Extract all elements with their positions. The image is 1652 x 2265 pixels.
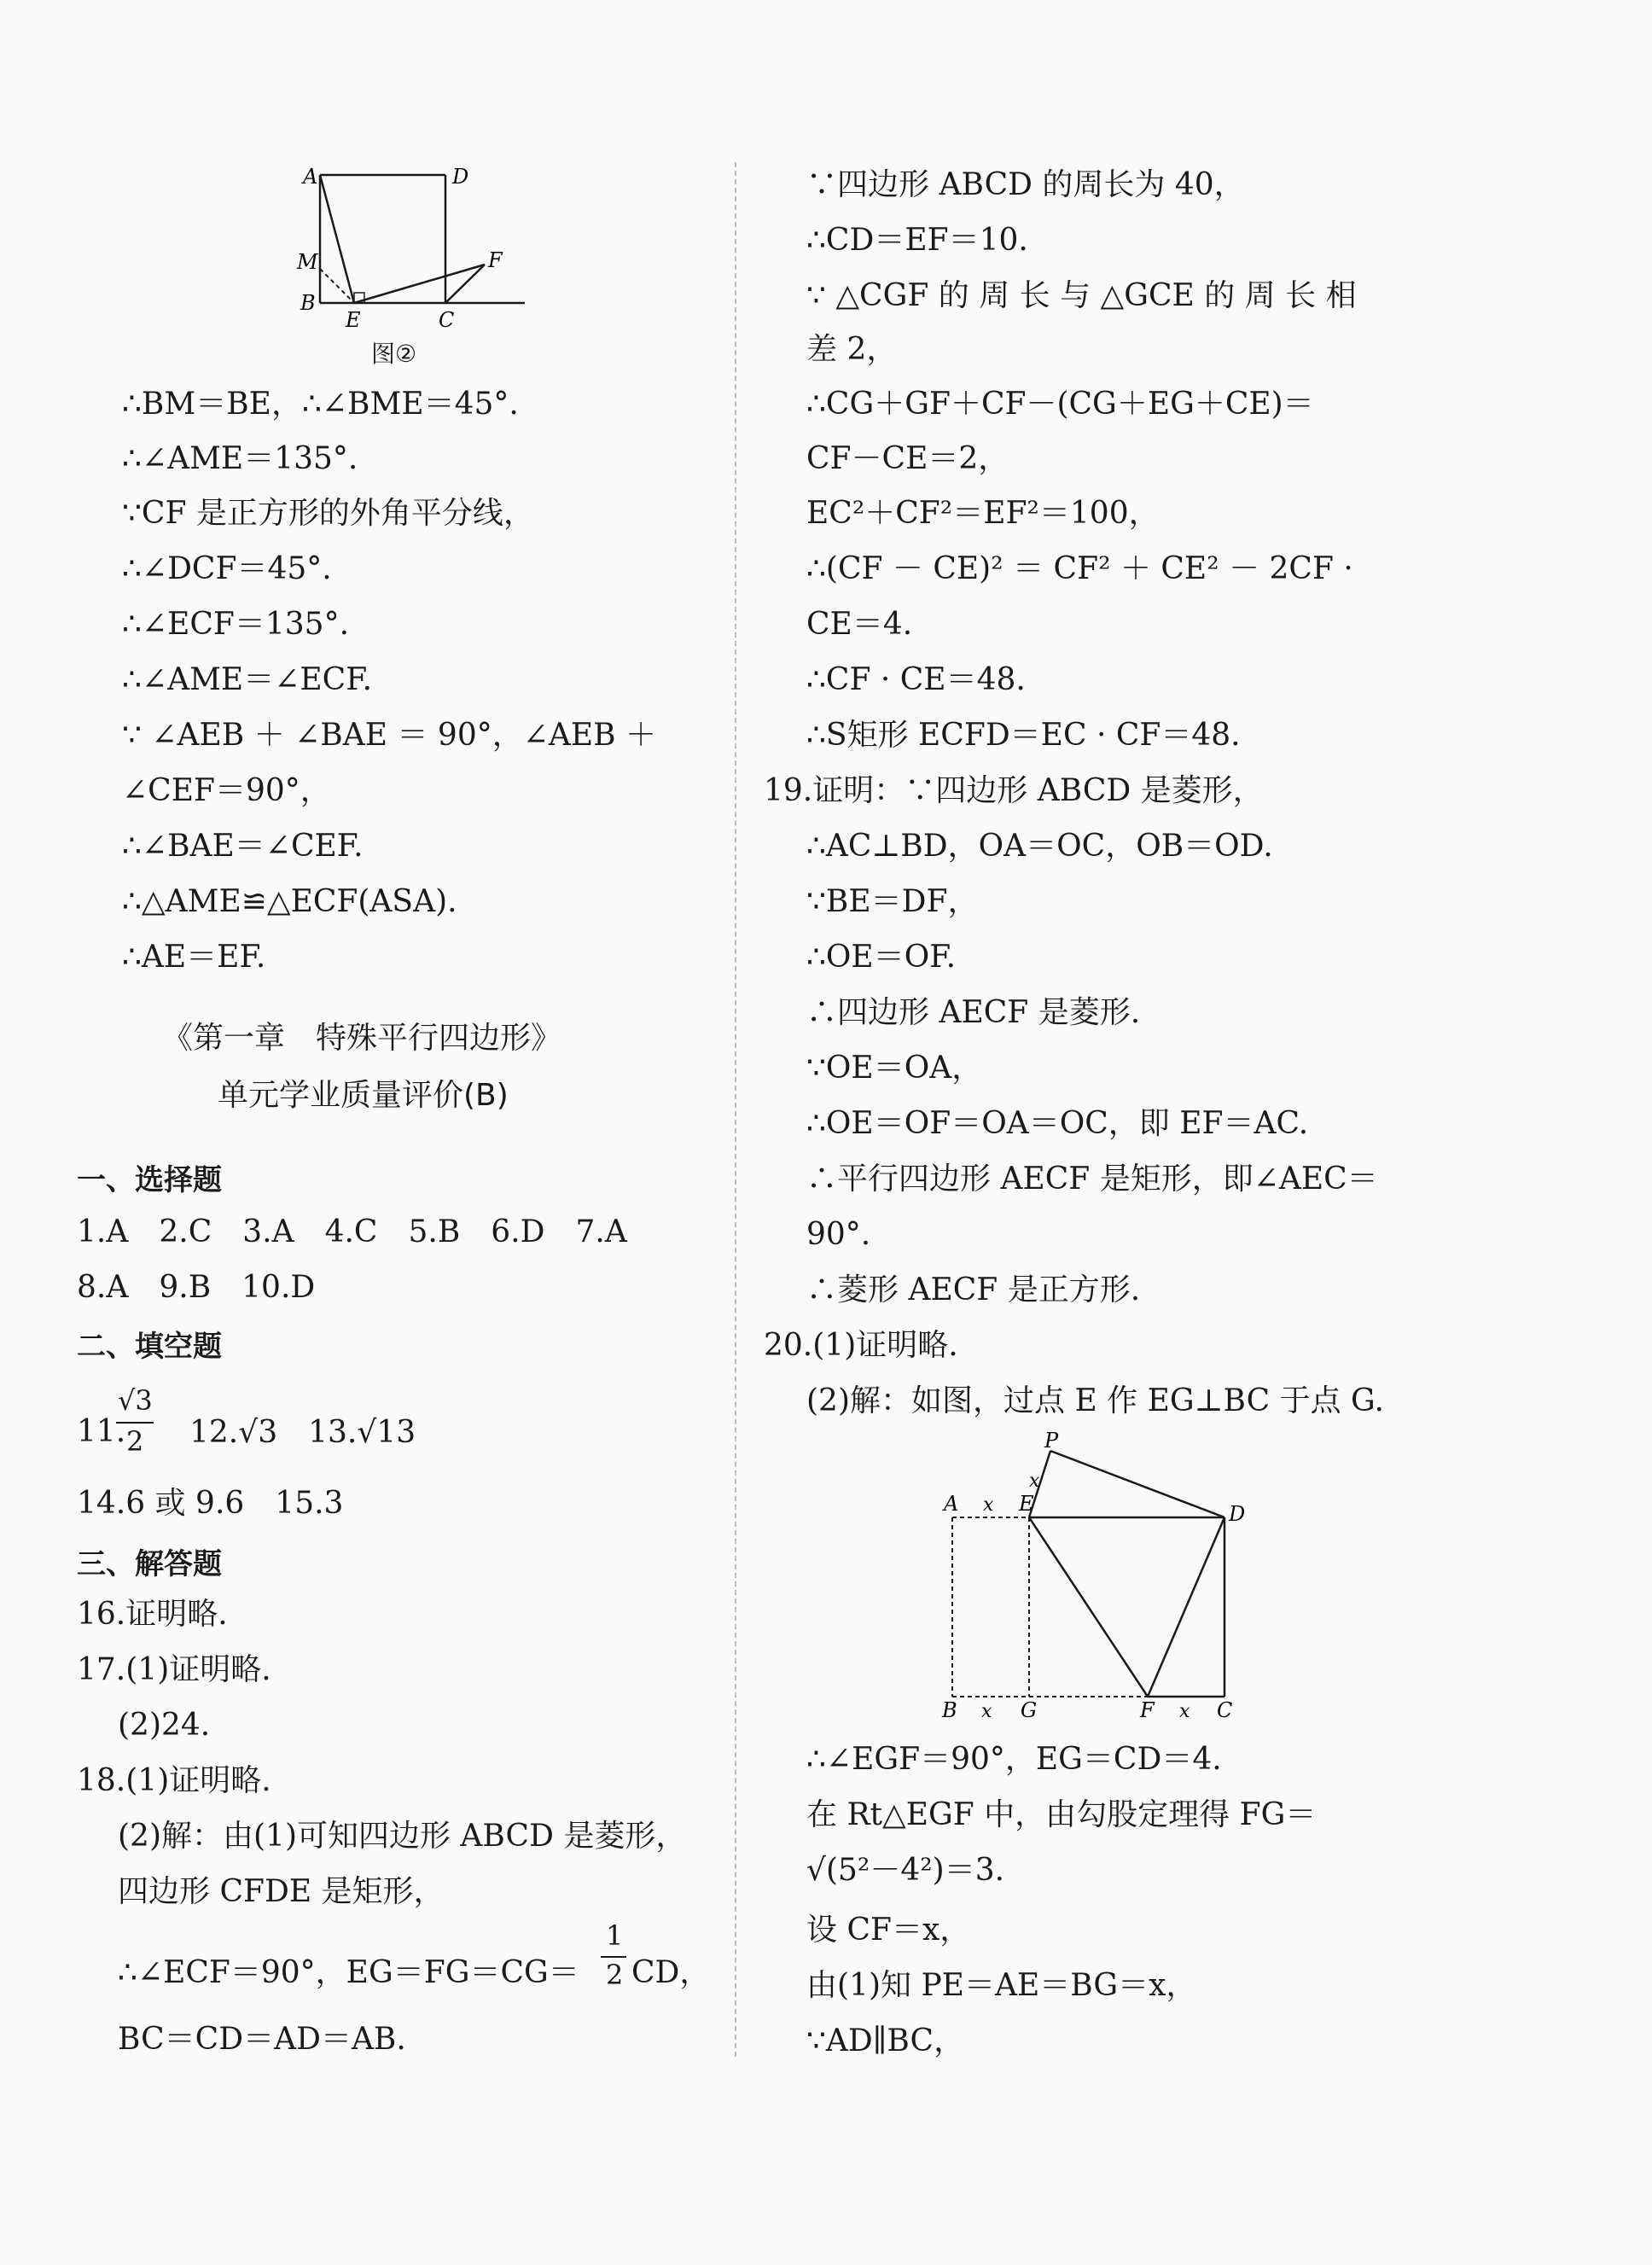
- right-line-19: ∴平行四边形 AECF 是矩形，即∠AEC＝: [806, 1162, 1378, 1197]
- right-line-23: (2)解：如图，过点 E 作 EG⊥BC 于点 G.: [806, 1383, 1384, 1418]
- section-fill: 二、填空题: [77, 1330, 222, 1364]
- choice-answers-1: 1.A 2.C 3.A 4.C 5.B 6.D 7.A: [77, 1214, 627, 1249]
- right-line-18: ∴OE＝OF＝OA＝OC，即 EF＝AC.: [806, 1106, 1309, 1141]
- label-B: B: [300, 291, 316, 315]
- right-after-5: 由(1)知 PE＝AE＝BG＝x，: [806, 1968, 1197, 2003]
- right-line-11: ∴S矩形 ECFD＝EC · CF＝48.: [806, 718, 1241, 753]
- right-after-6: ∵AD∥BC，: [806, 2023, 965, 2058]
- right-line-22: 20.(1)证明略.: [764, 1328, 958, 1363]
- figure-3: [930, 1425, 1263, 1732]
- left-line-5: ∴∠ECF＝135°.: [122, 607, 350, 642]
- left-line-10: ∴△AME≌△ECF(ASA).: [122, 884, 457, 919]
- left-line-4: ∴∠DCF＝45°.: [122, 551, 332, 586]
- fill-12-13: 12.√3 13.√13: [189, 1415, 416, 1450]
- column-divider: [735, 162, 736, 2057]
- right-line-7: EC²＋CF²＝EF²＝100，: [806, 496, 1160, 531]
- left-line-1: ∴BM＝BE，∴∠BME＝45°.: [122, 387, 519, 422]
- label-A: A: [303, 165, 318, 189]
- q16: 16.证明略.: [77, 1597, 228, 1632]
- fill-11-prefix: 11.: [77, 1414, 126, 1449]
- left-line-6: ∴∠AME＝∠ECF.: [122, 662, 373, 697]
- q18-3: 四边形 CFDE 是矩形，: [118, 1874, 445, 1909]
- fig3-label-A: A: [944, 1492, 959, 1516]
- fig3-label-B: B: [942, 1698, 957, 1722]
- q18-5: BC＝CD＝AD＝AB.: [118, 2022, 406, 2057]
- fig3-label-x2: x: [983, 1494, 994, 1516]
- label-C: C: [439, 308, 455, 332]
- label-M: M: [297, 250, 318, 274]
- figure-2: [290, 158, 546, 363]
- fill-11-num: √3: [118, 1384, 153, 1417]
- q18-4-suffix: CD，: [631, 1955, 711, 1990]
- choice-answers-2: 8.A 9.B 10.D: [77, 1270, 316, 1305]
- label-D: D: [452, 165, 469, 189]
- figure-2-caption: 图②: [371, 340, 417, 368]
- fig3-label-F: F: [1140, 1698, 1155, 1722]
- fig3-label-x1: x: [1029, 1470, 1040, 1492]
- section-choice: 一、选择题: [77, 1163, 222, 1197]
- left-line-11: ∴AE＝EF.: [122, 940, 266, 975]
- right-line-3: ∵ △CGF 的 周 长 与 △GCE 的 周 长 相: [806, 278, 1357, 313]
- right-line-9: CE＝4.: [806, 607, 913, 642]
- right-line-12: 19.证明：∵四边形 ABCD 是菱形，: [764, 773, 1264, 808]
- q17-1: 17.(1)证明略.: [77, 1652, 271, 1687]
- q17-2: (2)24.: [118, 1708, 211, 1743]
- right-line-1: ∵四边形 ABCD 的周长为 40，: [806, 167, 1245, 202]
- fig3-label-C: C: [1217, 1698, 1233, 1722]
- right-line-8: ∴(CF － CE)² ＝ CF² ＋ CE² － 2CF ·: [806, 551, 1353, 586]
- left-line-9: ∴∠BAE＝∠CEF.: [122, 829, 364, 864]
- q18-4-num: 1: [606, 1919, 624, 1952]
- fill-14-15: 14.6 或 9.6 15.3: [77, 1486, 344, 1521]
- section-answers: 三、解答题: [77, 1547, 222, 1581]
- right-line-15: ∴OE＝OF.: [806, 940, 957, 975]
- right-line-21: ∴菱形 AECF 是正方形.: [806, 1272, 1141, 1307]
- fig3-label-G: G: [1021, 1698, 1038, 1722]
- left-line-2: ∴∠AME＝135°.: [122, 441, 358, 476]
- right-line-13: ∴AC⊥BD，OA＝OC，OB＝OD.: [806, 829, 1273, 864]
- fig3-label-D: D: [1229, 1502, 1246, 1526]
- right-line-17: ∵OE＝OA，: [806, 1051, 983, 1086]
- chapter-title: 《第一章 特殊平行四边形》: [162, 1021, 562, 1056]
- right-after-1: ∴∠EGF＝90°，EG＝CD＝4.: [806, 1742, 1222, 1777]
- q18-4-den: 2: [606, 1959, 624, 1991]
- right-line-16: ∴四边形 AECF 是菱形.: [806, 995, 1141, 1030]
- chapter-subtitle: 单元学业质量评价(B): [218, 1078, 509, 1113]
- fig3-label-x4: x: [1179, 1701, 1190, 1722]
- fig3-label-P: P: [1044, 1429, 1059, 1453]
- right-line-2: ∴CD＝EF＝10.: [806, 223, 1028, 258]
- right-line-4: 差 2，: [806, 332, 898, 367]
- fill-11-den: 2: [126, 1425, 144, 1458]
- right-after-2: 在 Rt△EGF 中，由勾股定理得 FG＝: [806, 1797, 1317, 1832]
- right-line-14: ∵BE＝DF，: [806, 884, 979, 919]
- right-line-10: ∴CF · CE＝48.: [806, 662, 1026, 697]
- right-line-5: ∴CG＋GF＋CF－(CG＋EG＋CE)＝: [806, 387, 1314, 422]
- fig3-label-x3: x: [981, 1701, 992, 1722]
- right-after-4: 设 CF＝x，: [806, 1913, 971, 1948]
- label-F: F: [488, 248, 503, 272]
- right-line-6: CF－CE＝2，: [806, 441, 1009, 476]
- left-line-8: ∠CEF＝90°，: [122, 773, 331, 808]
- left-line-3: ∵CF 是正方形的外角平分线，: [122, 496, 534, 531]
- q18-4-prefix: ∴∠ECF＝90°，EG＝FG＝CG＝: [118, 1955, 579, 1990]
- q18-1: 18.(1)证明略.: [77, 1763, 271, 1798]
- fig3-label-E: E: [1019, 1492, 1034, 1516]
- left-line-7: ∵ ∠AEB ＋ ∠BAE ＝ 90°，∠AEB ＋: [122, 718, 657, 753]
- label-E: E: [346, 308, 361, 332]
- right-after-3: √(5²－4²)＝3.: [806, 1853, 1005, 1888]
- right-line-20: 90°.: [806, 1217, 871, 1252]
- q18-2: (2)解：由(1)可知四边形 ABCD 是菱形，: [118, 1819, 687, 1854]
